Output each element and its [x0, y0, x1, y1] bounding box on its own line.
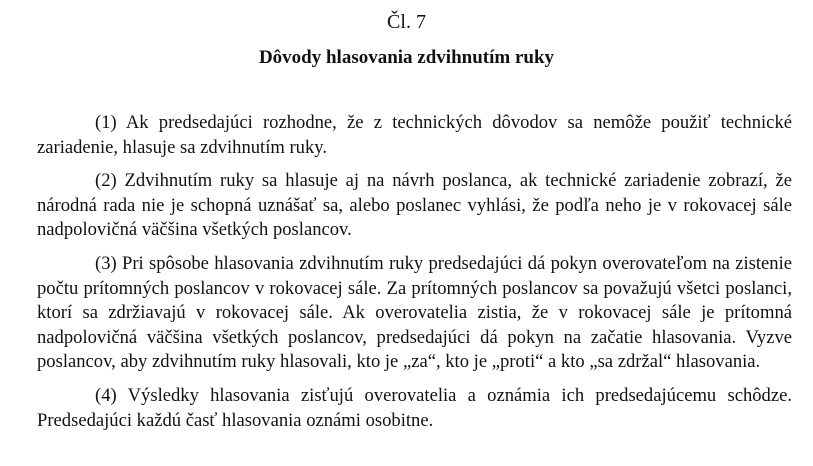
- paragraph-2: (2) Zdvihnutím ruky sa hlasuje aj na návrh poslanca, ak technické zariadenie zobrazí, že národná rada nie je schopná uznášať sa, alebo poslanec vyhlási, že podľa neho je v rokovacej sále nadpolovičná väčšina všetkých poslancov.: [37, 170, 792, 241]
- article-body: [37, 111, 792, 442]
- paragraph-3: (3) Pri spôsobe hlasovania zdvihnutím ruky predsedajúci dá pokyn overovateľom na zistenie počtu prítomných poslancov v rokovacej sále. Za prítomných poslancov sa považujú všetci poslanci, ktorí sa zdržiavajú v rokovacej sále. Ak overovatelia zistia, že v rokovacej sále je prítomná nadpolovičná väčšina všetkých poslancov, predsedajúci dá pokyn na začatie hlasovania. Vyzve poslancov, aby zdvihnutím ruky hlasovali, kto je „za“, kto je „proti“ a kto „sa zdržal“ hlasovania.: [37, 252, 792, 373]
- article-title: Dôvody hlasovania zdvihnutím ruky: [258, 47, 555, 68]
- paragraph-4: (4) Výsledky hlasovania zisťujú overovatelia a oznámia ich predsedajúcemu schôdze. Predsedajúci každú časť hlasovania oznámi osobitne.: [37, 384, 792, 431]
- article-number: Čl. 7: [387, 11, 426, 33]
- paragraph-1: (1) Ak predsedajúci rozhodne, že z technických dôvodov sa nemôže použiť technické zariadenie, hlasuje sa zdvihnutím ruky.: [37, 112, 792, 158]
